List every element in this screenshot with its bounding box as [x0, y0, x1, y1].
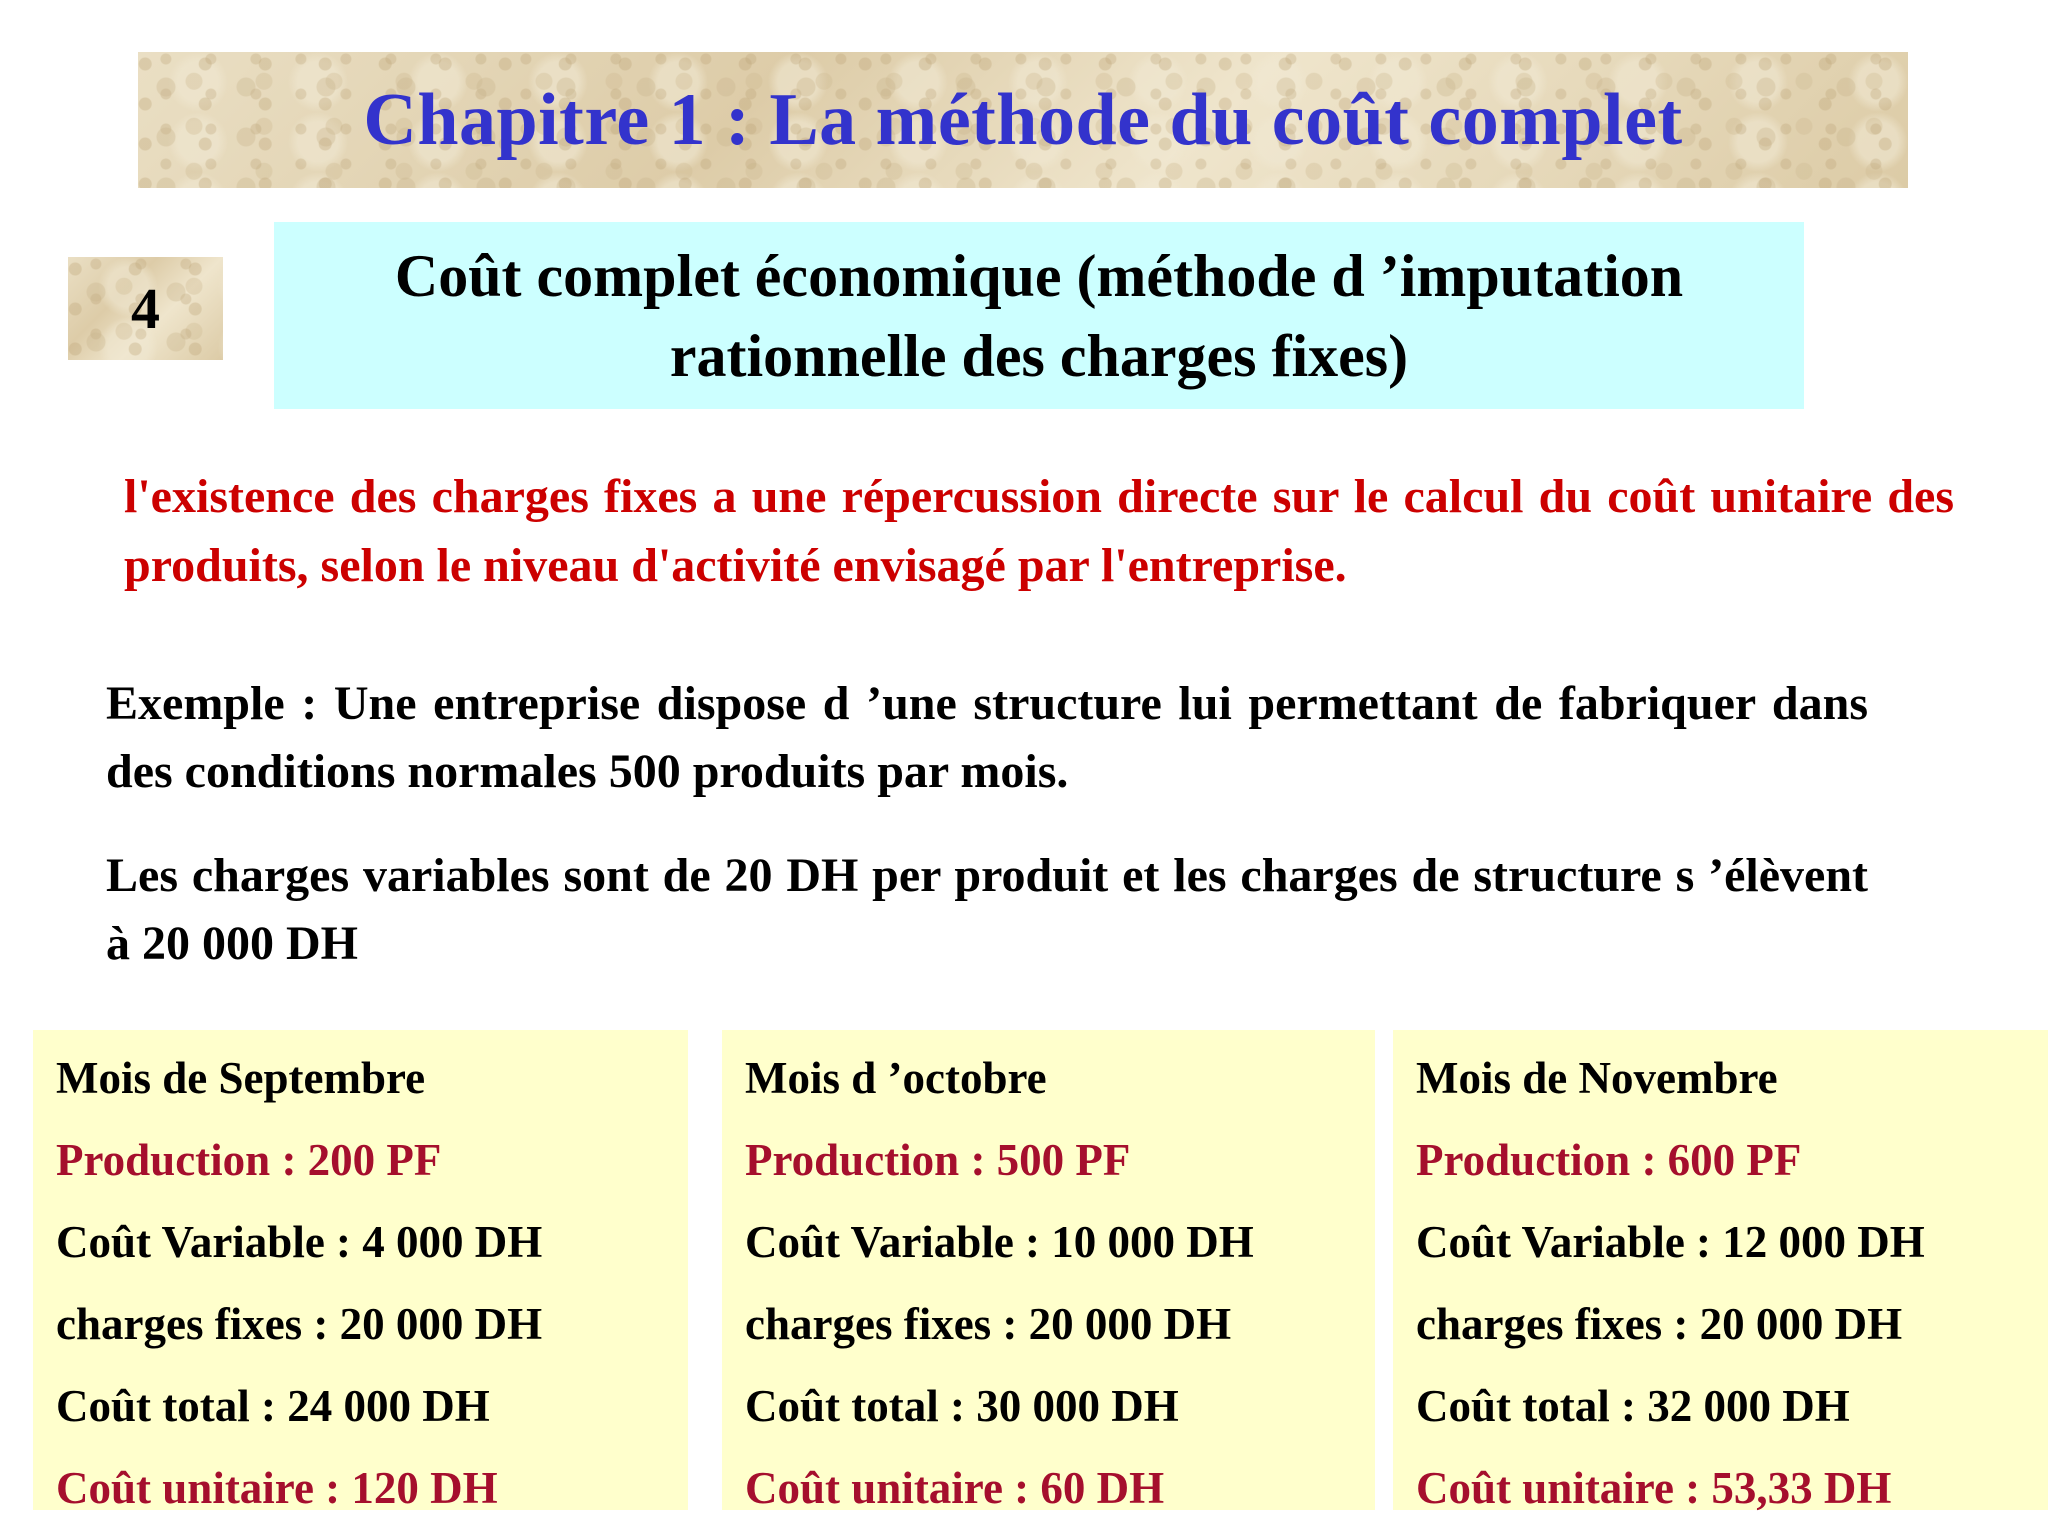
unit-cost-line: Coût unitaire : 53,33 DH: [1416, 1463, 1892, 1513]
section-title-line-1: Coût complet économique (méthode d ’imputation: [394, 242, 1684, 309]
month-heading: Mois de Septembre: [56, 1053, 426, 1103]
variable-cost-line: Coût Variable : 10 000 DH: [745, 1217, 1254, 1267]
production-line: Production : 600 PF: [1416, 1135, 1802, 1185]
month-box-november: [1393, 1030, 2048, 1513]
fixed-costs-line: charges fixes : 20 000 DH: [56, 1299, 543, 1349]
fixed-costs-line: charges fixes : 20 000 DH: [1416, 1299, 1903, 1349]
production-line: Production : 500 PF: [745, 1135, 1131, 1185]
section-title-box: [274, 222, 1804, 409]
intro-paragraph: l'existence des charges fixes a une répercussion directe sur le calcul du coût unitaire des produits, selon le niveau d'activité envisagé par l'entreprise.: [124, 470, 1954, 592]
total-cost-line: Coût total : 32 000 DH: [1416, 1381, 1850, 1431]
variable-cost-line: Coût Variable : 12 000 DH: [1416, 1217, 1925, 1267]
variable-cost-line: Coût Variable : 4 000 DH: [56, 1217, 543, 1267]
unit-cost-line: Coût unitaire : 60 DH: [745, 1463, 1165, 1513]
slide-title: Chapitre 1 : La méthode du coût complet: [363, 78, 1683, 161]
total-cost-line: Coût total : 30 000 DH: [745, 1381, 1179, 1431]
section-title-line-2: rationnelle des charges fixes): [669, 322, 1409, 389]
title-banner: [138, 52, 1908, 188]
month-box-september: [33, 1030, 688, 1513]
month-heading: Mois d ’octobre: [745, 1053, 1047, 1103]
production-line: Production : 200 PF: [56, 1135, 442, 1185]
charges-paragraph: Les charges variables sont de 20 DH per produit et les charges de structure s ’élèvent à 20 000 DH: [106, 849, 1868, 970]
example-paragraph: Exemple : Une entreprise dispose d ’une structure lui permettant de fabriquer dans des conditions normales 500 produits par mois.: [106, 677, 1868, 798]
total-cost-line: Coût total : 24 000 DH: [56, 1381, 490, 1431]
month-box-october: [722, 1030, 1375, 1513]
fixed-costs-line: charges fixes : 20 000 DH: [745, 1299, 1232, 1349]
section-number-badge: 4: [68, 257, 223, 360]
month-heading: Mois de Novembre: [1416, 1053, 1778, 1103]
unit-cost-line: Coût unitaire : 120 DH: [56, 1463, 498, 1513]
